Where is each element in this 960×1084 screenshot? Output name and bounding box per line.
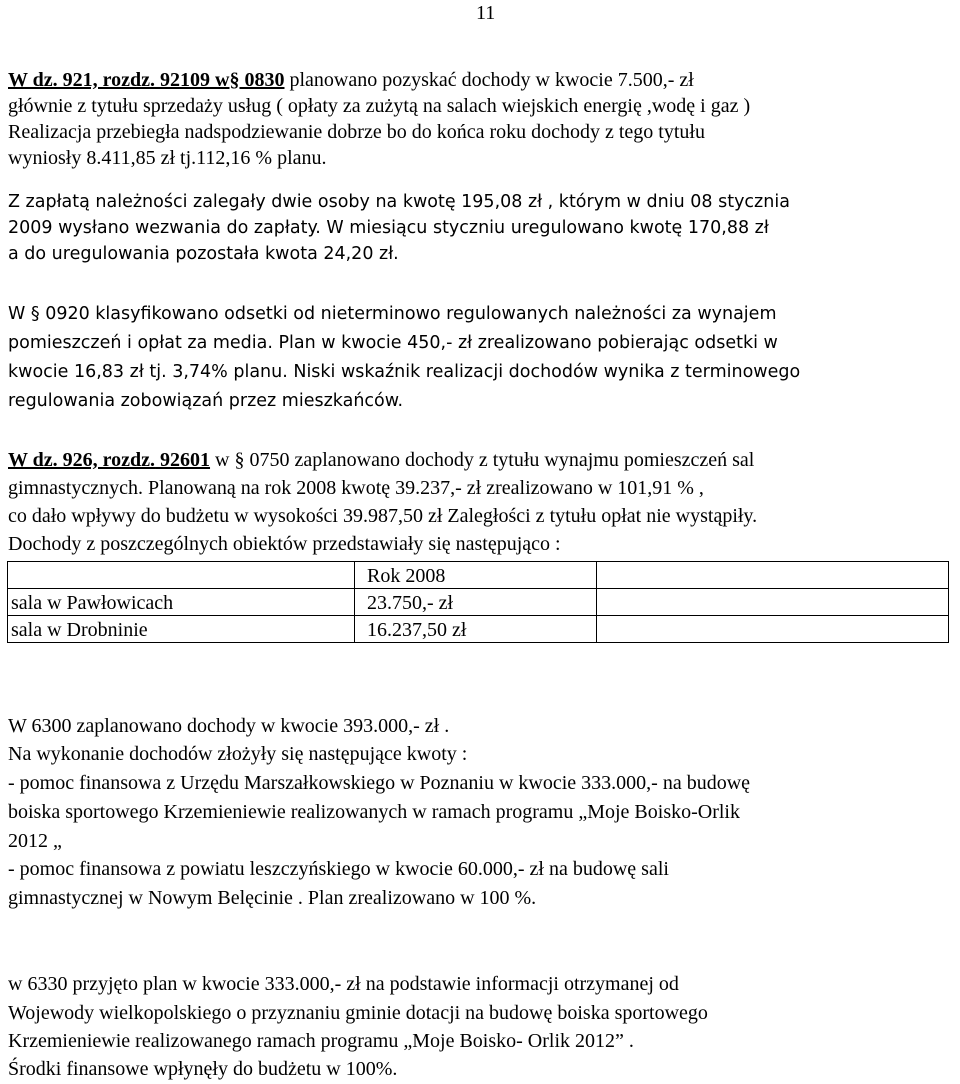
section3-line1-text: 0750 zaplanowano dochody z tytułu wynajmu pomieszczeń sal (244, 449, 755, 471)
table-header-cell (597, 562, 949, 589)
section2-line4: regulowania zobowiązań przez mieszkańców. (8, 391, 404, 411)
section2-w: W (8, 304, 26, 324)
table-cell (597, 589, 949, 616)
table-cell: sala w Pawłowicach (8, 589, 355, 616)
section1-line1 (8, 68, 694, 92)
table-cell: 23.750,- zł (355, 589, 597, 616)
table-row (8, 589, 949, 616)
section1-line6: 2009 wysłano wezwania do zapłaty. W miesiącu styczniu uregulowano kwotę 170,88 zł (8, 218, 769, 238)
table-cell: sala w Drobninie (8, 616, 355, 643)
section2-line2: pomieszczeń i opłat za media. Plan w kwocie 450,- zł zrealizowano pobierając odsetki w (8, 333, 778, 353)
section1-line3: Realizacja przebiegła nadspodziewanie dobrze bo do końca roku dochody z tego tytułu (8, 121, 705, 143)
section1-heading-code: 0830 (239, 69, 285, 91)
section1-line7: a do uregulowania pozostała kwota 24,20 zł. (8, 244, 399, 264)
section5-line1: w 6330 przyjęto plan w kwocie 333.000,- zł na podstawie informacji otrzymanej od (8, 973, 679, 995)
section3-line2: gimnastycznych. Planowaną na rok 2008 kwotę 39.237,- zł zrealizowano w 101,91 % , (8, 477, 704, 499)
section1-line2: głównie z tytułu sprzedaży usług ( opłaty za zużytą na salach wiejskich energię ,wodę i gaz ) (8, 95, 751, 117)
section4-line1: W 6300 zaplanowano dochody w kwocie 393.000,- zł . (8, 715, 450, 737)
section3-line3: co dało wpływy do budżetu w wysokości 39.987,50 zł Zaległości z tytułu opłat nie wystąpiły. (8, 505, 758, 527)
section2-line3: kwocie 16,83 zł tj. 3,74% planu. Niski wskaźnik realizacji dochodów wynika z terminowego (8, 362, 801, 382)
table-row (8, 616, 949, 643)
section1-line4: wyniosły 8.411,85 zł tj.112,16 % planu. (8, 147, 327, 169)
section5-line3: Krzemieniewie realizowanego ramach programu „Moje Boisko- Orlik 2012” . (8, 1030, 634, 1052)
section1-line5: Z zapłatą należności zalegały dwie osoby na kwotę 195,08 zł , którym w dniu 08 stycznia (8, 192, 790, 212)
table-header-row (8, 562, 949, 589)
section4-line7: gimnastycznej w Nowym Belęcinie . Plan zrealizowano w 100 %. (8, 887, 537, 909)
section3-heading: W dz. 926, rozdz. (8, 449, 156, 471)
section1-line1-text: planowano pozyskać dochody w kwocie 7.500,- zł (284, 69, 694, 91)
section2-line1-text: 0920 klasyfikowano odsetki od nieterminowo regulowanych należności za wynajem (39, 304, 777, 324)
section2-paragraph-symbol: § (30, 304, 40, 324)
section4-line3: - pomoc finansowa z Urzędu Marszałkowskiego w Poznaniu w kwocie 333.000,- na budowę (8, 772, 751, 794)
table-cell (597, 616, 949, 643)
section5-line4: Środki finansowe wpłynęły do budżetu w 100%. (8, 1058, 398, 1080)
section4-line4: boiska sportowego Krzemieniewie realizowanych w ramach programu „Moje Boisko-Orlik (8, 801, 740, 823)
table-header-cell: Rok 2008 (355, 562, 597, 589)
section3-paragraph-symbol: § (229, 449, 245, 471)
section3-w: w (210, 449, 230, 471)
section3-rozdz-code: 92601 (155, 449, 211, 471)
section2-line1 (8, 302, 777, 326)
table-cell: 16.237,50 zł (355, 616, 597, 643)
section4-line2: Na wykonanie dochodów złożyły się następujące kwoty : (8, 743, 468, 765)
section5-line2: Wojewody wielkopolskiego o przyznaniu gminie dotacji na budowę boiska sportowego (8, 1002, 708, 1024)
section3-line4: Dochody z poszczególnych obiektów przedstawiały się następująco : (8, 533, 561, 555)
section3-line1 (8, 448, 754, 472)
table-header-cell (8, 562, 355, 589)
facilities-income-table (7, 561, 949, 643)
section4-line5: 2012 „ (8, 830, 62, 852)
section4-line6: - pomoc finansowa z powiatu leszczyńskiego w kwocie 60.000,- zł na budowę sali (8, 858, 669, 880)
section1-paragraph-symbol: § (229, 69, 240, 91)
section1-heading: W dz. 921, rozdz. 92109 w (8, 69, 230, 91)
page-number: 11 (476, 2, 496, 24)
